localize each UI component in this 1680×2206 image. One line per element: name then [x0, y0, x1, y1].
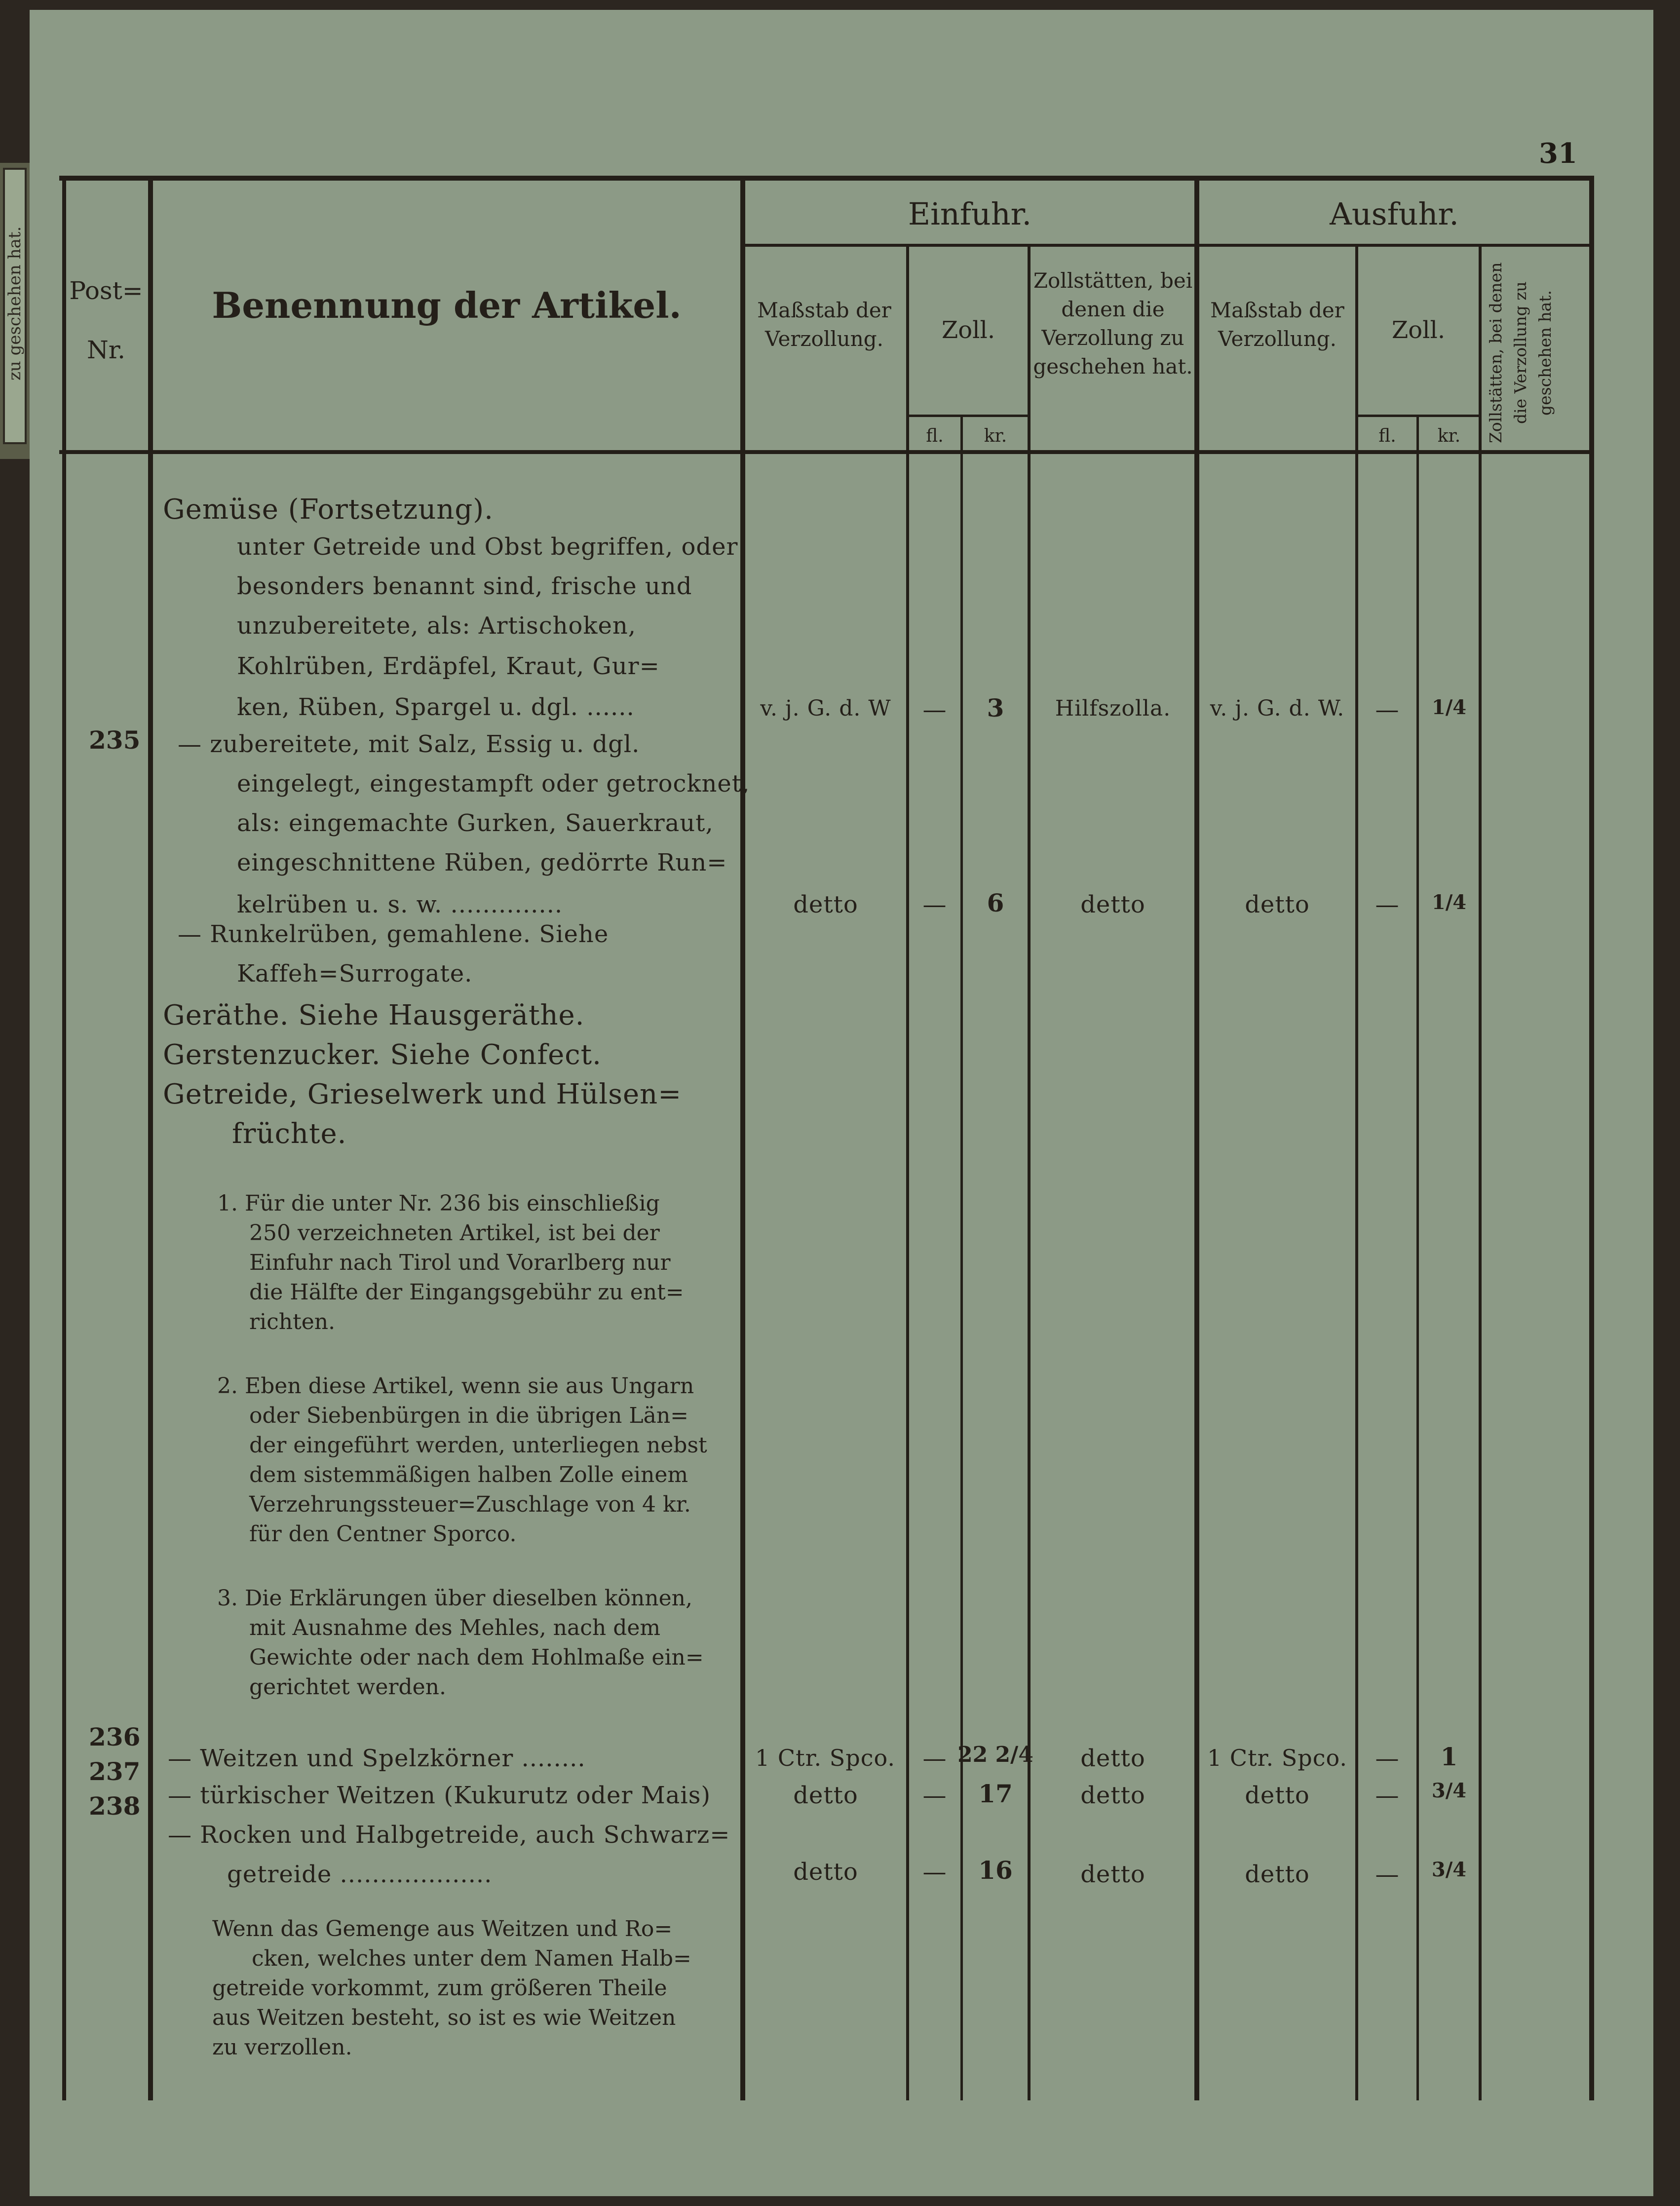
fl-import: —: [922, 1858, 947, 1886]
massstab-import: 1 Ctr. Spco.: [755, 1745, 895, 1771]
note-line: Einfuhr nach Tirol und Vorarlberg nur: [249, 1250, 671, 1275]
article-line: eingeschnittene Rüben, gedörrte Run=: [237, 849, 727, 876]
note-line: getreide vorkommt, zum größeren Theile: [212, 1976, 667, 2001]
post-nr-235: 235: [89, 725, 141, 755]
col-rule-zst-in: [1028, 247, 1031, 2100]
spine-tab-text: zu geschehen hat.: [3, 168, 27, 444]
note-line: dem sistemmäßigen halben Zolle einem: [249, 1462, 688, 1487]
note-line: die Hälfte der Eingangsgebühr zu ent=: [249, 1280, 684, 1305]
article-line: besonders benannt sind, frische und: [237, 572, 692, 600]
flkr-rule-out: [1357, 415, 1480, 417]
note-line: 2. Eben diese Artikel, wenn sie aus Ungarn: [217, 1373, 694, 1399]
col-rule-nr: [148, 176, 153, 2100]
note-line: 1. Für die unter Nr. 236 bis einschließig: [217, 1191, 660, 1216]
article-line: Gemüse (Fortsetzung).: [163, 494, 494, 526]
table-header-rule: [59, 450, 1594, 454]
massstab-export: 1 Ctr. Spco.: [1207, 1745, 1347, 1771]
post-nr-236: 236: [89, 1722, 141, 1751]
massstab-import: v. j. G. d. W: [760, 696, 891, 721]
header-post-nr-2: Nr.: [86, 336, 126, 364]
kr-import: 16: [978, 1856, 1013, 1885]
kr-import: 6: [987, 888, 1004, 917]
note-line: Wenn das Gemenge aus Weitzen und Ro=: [212, 1916, 673, 1941]
massstab-export: detto: [1245, 1861, 1310, 1888]
fl-import: —: [922, 1745, 947, 1772]
group-rule-export: [1197, 244, 1589, 247]
article-line: unzubereitete, als: Artischoken,: [237, 612, 637, 640]
article-line: — Weitzen und Spelzkörner ........: [168, 1745, 586, 1772]
article-line: — Runkelrüben, gemahlene. Siehe: [178, 920, 609, 948]
header-fl-out: fl.: [1378, 426, 1396, 446]
kr-export: 1: [1440, 1742, 1458, 1771]
header-massstab-out: Maßstab der Verzollung.: [1210, 298, 1344, 351]
note-line: der eingeführt werden, unterliegen nebst: [249, 1433, 707, 1458]
article-line: getreide ...................: [227, 1861, 493, 1888]
massstab-import: detto: [793, 1782, 858, 1809]
col-rule-zst-out: [1479, 247, 1482, 2100]
kr-import: 22 2/4: [957, 1742, 1033, 1767]
table-right-rule: [1589, 176, 1594, 2100]
note-line: richten.: [249, 1309, 336, 1334]
note-line: cken, welches unter dem Namen Halb=: [252, 1946, 691, 1971]
article-line: — Rocken und Halbgetreide, auch Schwarz=: [168, 1821, 730, 1849]
fl-export: —: [1375, 1745, 1400, 1772]
zollstaette-import: detto: [1080, 891, 1145, 918]
article-line: früchte.: [232, 1118, 347, 1150]
zollstaette-import: detto: [1080, 1861, 1145, 1888]
article-line: als: eingemachte Gurken, Sauerkraut,: [237, 809, 714, 837]
fl-export: —: [1375, 1861, 1400, 1888]
header-import: Einfuhr.: [908, 196, 1032, 232]
post-nr-238: 238: [89, 1791, 141, 1821]
table-top-rule: [59, 176, 1594, 181]
fl-import: —: [922, 891, 947, 918]
note-line: Gewichte oder nach dem Hohlmaße ein=: [249, 1645, 704, 1670]
note-line: für den Centner Sporco.: [249, 1521, 517, 1547]
header-kr-in: kr.: [984, 426, 1007, 446]
article-line: eingelegt, eingestampft oder getrocknet,: [237, 770, 750, 798]
fl-export: —: [1375, 891, 1400, 918]
article-line: ken, Rüben, Spargel u. dgl. ......: [237, 693, 635, 721]
note-line: Verzehrungssteuer=Zuschlage von 4 kr.: [249, 1492, 691, 1517]
article-line: unter Getreide und Obst begriffen, oder: [237, 533, 738, 561]
note-line: aus Weitzen besteht, so ist es wie Weitzen: [212, 2005, 676, 2030]
kr-import: 3: [987, 693, 1004, 723]
kr-export: 3/4: [1431, 1779, 1467, 1802]
massstab-import: detto: [793, 1858, 858, 1886]
col-rule-import-end: [1194, 176, 1199, 2100]
post-nr-237: 237: [89, 1757, 141, 1786]
massstab-export: detto: [1245, 1782, 1310, 1809]
page-number: 31: [1539, 137, 1577, 170]
article-line: Geräthe. Siehe Hausgeräthe.: [163, 999, 585, 1031]
header-massstab-in: Maßstab der Verzollung.: [757, 298, 891, 351]
fl-import: —: [922, 696, 947, 723]
note-line: zu verzollen.: [212, 2035, 352, 2060]
article-line: kelrüben u. s. w. ..............: [237, 891, 563, 918]
table-left-rule: [62, 176, 66, 2100]
massstab-export: detto: [1245, 891, 1310, 918]
col-rule-flkr-in: [960, 417, 963, 2100]
header-zoll-out: Zoll.: [1391, 316, 1446, 344]
kr-export: 3/4: [1431, 1858, 1467, 1881]
article-line: — türkischer Weitzen (Kukurutz oder Mais): [168, 1782, 711, 1809]
zollstaette-import: detto: [1080, 1782, 1145, 1809]
flkr-rule-in: [908, 415, 1029, 417]
massstab-export: v. j. G. d. W.: [1210, 696, 1345, 721]
note-line: 250 verzeichneten Artikel, ist bei der: [249, 1220, 660, 1246]
header-kr-out: kr.: [1437, 426, 1461, 446]
header-zoll-in: Zoll.: [941, 316, 995, 344]
article-line: Kaffeh=Surrogate.: [237, 960, 473, 988]
kr-export: 1/4: [1431, 696, 1467, 719]
article-line: Kohlrüben, Erdäpfel, Kraut, Gur=: [237, 652, 660, 680]
fl-export: —: [1375, 696, 1400, 723]
note-line: oder Siebenbürgen in die übrigen Län=: [249, 1403, 689, 1428]
zollstaette-import: Hilfszolla.: [1055, 696, 1171, 721]
note-line: 3. Die Erklärungen über dieselben können,: [217, 1586, 692, 1611]
note-line: gerichtet werden.: [249, 1674, 446, 1700]
fl-export: —: [1375, 1782, 1400, 1809]
col-rule-zoll-in: [906, 247, 909, 2100]
massstab-import: detto: [793, 891, 858, 918]
group-rule-import: [743, 244, 1194, 247]
article-line: Getreide, Grieselwerk und Hülsen=: [163, 1078, 682, 1110]
header-zollstaetten-out: Zollstätten, bei denen die Verzollung zu geschehen hat.: [1486, 262, 1555, 444]
header-article-title: Benennung der Artikel.: [212, 284, 682, 326]
kr-import: 17: [978, 1779, 1013, 1808]
article-line: — zubereitete, mit Salz, Essig u. dgl.: [178, 730, 640, 758]
kr-export: 1/4: [1431, 891, 1467, 914]
col-rule-zoll-out: [1355, 247, 1358, 2100]
article-line: Gerstenzucker. Siehe Confect.: [163, 1039, 602, 1071]
zollstaette-import: detto: [1080, 1745, 1145, 1772]
col-rule-flkr-out: [1416, 417, 1419, 2100]
header-post-nr-1: Post=: [69, 276, 143, 305]
fl-import: —: [922, 1782, 947, 1809]
col-rule-article: [740, 176, 745, 2100]
header-zollstaetten-in: Zollstätten, bei denen die Verzollung zu geschehen hat.: [1033, 268, 1193, 379]
header-fl-in: fl.: [926, 426, 944, 446]
header-export: Ausfuhr.: [1330, 196, 1459, 232]
note-line: mit Ausnahme des Mehles, nach dem: [249, 1615, 661, 1640]
